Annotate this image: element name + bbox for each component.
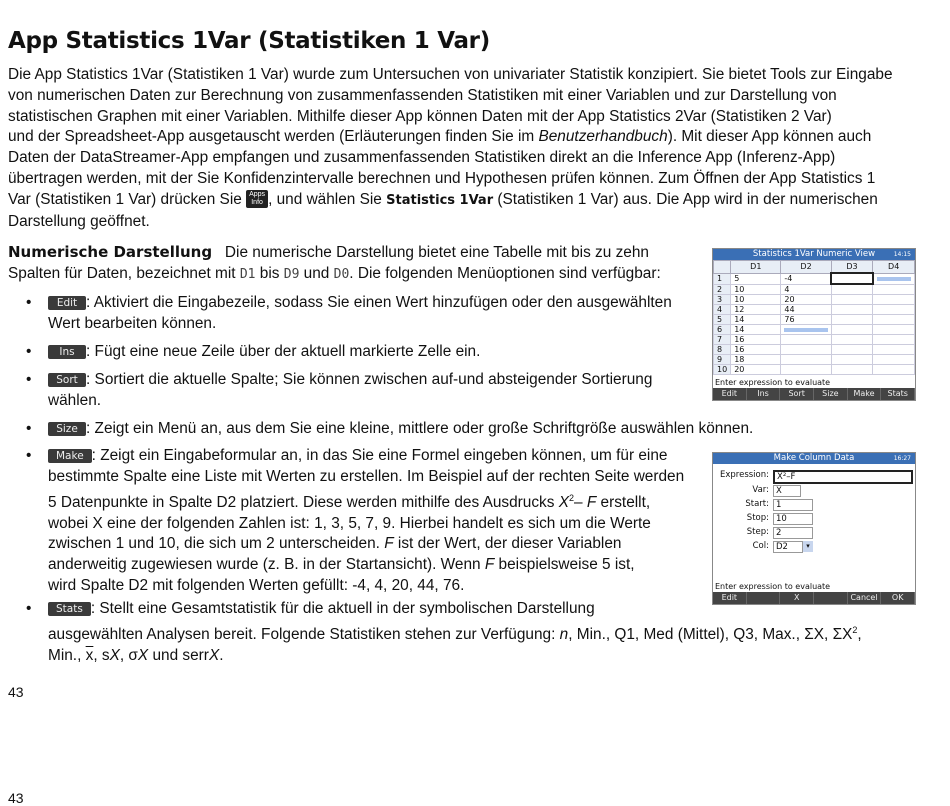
bullet-dot: •: [26, 371, 32, 388]
ins-softkey: Ins: [48, 345, 86, 359]
softkey-ins[interactable]: Ins: [747, 388, 781, 400]
apps-key-icon: Apps Info: [246, 190, 268, 208]
softkey-stats[interactable]: Stats: [881, 388, 915, 400]
softkey-edit[interactable]: Edit: [713, 388, 747, 400]
screen-title-bar: Make Column Data 16:27: [713, 453, 915, 464]
bullet-dot: •: [26, 600, 32, 617]
intro-line: übertragen werden, mit der Sie Konfidenzintervalle berechnen und Hypothesen prüfen können. Zum Öffnen der App Statistics 1: [8, 169, 876, 187]
table-row: 4 12 44: [714, 305, 915, 315]
softkey-blank: [814, 592, 848, 604]
status-hint: Enter expression to evaluate: [715, 378, 831, 387]
list-item-size: Size : Zeigt ein Menü an, aus dem Sie eine kleine, mittlere oder große Schriftgröße auswählen können.: [48, 419, 753, 440]
selected-cell[interactable]: [831, 273, 873, 284]
bullet-dot: •: [26, 420, 32, 437]
list-item-ins: Ins : Fügt eine neue Zeile über der aktuell markierte Zelle ein.: [48, 342, 480, 363]
softkey-blank: [747, 592, 781, 604]
table-row: 5 14 76: [714, 315, 915, 325]
edit-softkey: Edit: [48, 296, 86, 310]
table-row: 3 10 20: [714, 295, 915, 305]
softkey-ok[interactable]: OK: [881, 592, 915, 604]
column-header[interactable]: D4: [873, 261, 915, 274]
column-header[interactable]: D2: [781, 261, 831, 274]
softkey-x[interactable]: X: [780, 592, 814, 604]
table-row: 2 10 4: [714, 284, 915, 295]
table-row: 1 5 -4: [714, 273, 915, 284]
softkey-edit[interactable]: Edit: [713, 592, 747, 604]
step-field[interactable]: 2: [773, 527, 813, 539]
section-heading: Numerische Darstellung: [8, 243, 213, 261]
column-header[interactable]: D3: [831, 261, 873, 274]
page-number: 43: [8, 684, 24, 700]
stop-field[interactable]: 10: [773, 513, 813, 525]
intro-line: Var (Statistiken 1 Var) drücken Sie Apps Info , und wählen Sie Statistics 1Var (Statistiken 1 Var) aus. Die App wird in der numerischen: [8, 190, 878, 208]
softkey-size[interactable]: Size: [814, 388, 848, 400]
softkey-bar: [713, 592, 915, 604]
make-column-screenshot: Make Column Data 16:27 Expression: X²–F Var: X Start: 1 Stop: 10 Step: 2 Col: D2 ▾ Enter expression to evaluate Edit X Cancel OK: [712, 452, 916, 605]
table-row: 10 20: [714, 365, 915, 375]
intro-line: Darstellung geöffnet.: [8, 212, 150, 230]
col-select[interactable]: D2: [773, 541, 803, 553]
intro-line: statistischen Graphen mit einer Variablen. Mithilfe dieser App können Daten mit der App Statistics 2Var (Statistiken 2 Var): [8, 107, 832, 125]
table-row: 7 16: [714, 335, 915, 345]
softkey-make[interactable]: Make: [848, 388, 882, 400]
intro-line: von numerischen Daten zur Berechnung von zusammenfassenden Statistiken mit einer Variablen und zur Darstellung von: [8, 86, 837, 104]
list-item-edit: Edit : Aktiviert die Eingabezeile, sodass Sie einen Wert hinzufügen oder den ausgewählten Wert bearbeiten können.: [48, 294, 672, 332]
intro-line: und der Spreadsheet-App ausgetauscht werden (Erläuterungen finden Sie im Benutzerhandbuch). Mit dieser App können auch: [8, 128, 872, 146]
numeric-view-paragraph: Numerische Darstellung Die numerische Darstellung bietet eine Tabelle mit bis zu zehn Spalten für Daten, bezeichnet mit D1 bis D9 und D0. Die folgenden Menüoptionen sind verfügbar:: [8, 243, 661, 282]
table-row: 8 16: [714, 345, 915, 355]
numeric-table: [713, 260, 915, 375]
size-softkey: Size: [48, 422, 86, 436]
clock: 16:27: [893, 455, 911, 462]
sort-softkey: Sort: [48, 373, 86, 387]
column-header[interactable]: D1: [731, 261, 781, 274]
intro-line: Daten der DataStreamer-App empfangen und zusammenfassenden Statistiken direkt an die Inference App (Inferenz-App): [8, 149, 836, 167]
page-title: App Statistics 1Var (Statistiken 1 Var): [8, 28, 490, 54]
start-field[interactable]: 1: [773, 499, 813, 511]
softkey-sort[interactable]: Sort: [780, 388, 814, 400]
stats-softkey: Stats: [48, 602, 91, 616]
intro-line: Die App Statistics 1Var (Statistiken 1 Var) wurde zum Untersuchen von univariater Statistik konzipiert. Sie bietet Tools zur Eingabe: [8, 66, 893, 83]
softkey-cancel[interactable]: Cancel: [848, 592, 882, 604]
status-hint: Enter expression to evaluate: [715, 582, 831, 591]
list-item-make: Make : Zeigt ein Eingabeformular an, in das Sie eine Formel eingeben können, um für eine bestimmte Spalte eine Liste mit Werten zu erstellen. Im Beispiel auf der rechten Seite werden 5 Datenpunkte in Spalte D2 platziert. Diese werden mithilfe des Ausdrucks $X^2-$ F erstellt, wobei X eine der folgenden Zahlen ist: 1, 3, 5, 7, 9. Hierbei handelt es sich um die Werte zwischen 1 und 10, die sich um 2 unterscheiden. F ist der Wert, der dieser Variablen anderweitig zugewiesen wurde (z. B. in der Startansicht). Wenn F beispielsweise 5 ist, wird Spalte D2 mit folgenden Werten gefüllt: -4, 4, 20, 44, 76.: [48, 447, 685, 594]
numeric-view-screenshot: [712, 248, 916, 401]
bullet-dot: •: [26, 343, 32, 360]
table-row: 6 14: [714, 325, 915, 335]
screen-title-bar: Statistics 1Var Numeric View 14:15: [713, 249, 915, 260]
table-row: 9 18: [714, 355, 915, 365]
intro-paragraph: [8, 65, 920, 232]
clock: 14:15: [893, 251, 911, 258]
bullet-dot: •: [26, 294, 32, 311]
softkey-bar: [713, 388, 915, 400]
make-softkey: Make: [48, 449, 92, 463]
expression-field[interactable]: X²–F: [773, 470, 913, 484]
page-number: 43: [8, 790, 24, 806]
list-item-sort: Sort : Sortiert die aktuelle Spalte; Sie können zwischen auf-und absteigender Sortierung wählen.: [48, 371, 653, 409]
list-item-stats: Stats : Stellt eine Gesamtstatistik für die aktuell in der symbolischen Darstellung ausgewählten Analysen bereit. Folgende Statistiken stehen zur Verfügung: n, Min., Q1, Med (Mittel), Q3, Max., ΣX, $\Sigma X^2$, Min., $\overline{x}$, sX, σX und serrX.: [48, 600, 862, 664]
chevron-down-icon[interactable]: ▾: [803, 541, 813, 552]
var-field[interactable]: X: [773, 485, 801, 497]
bullet-dot: •: [26, 447, 32, 464]
